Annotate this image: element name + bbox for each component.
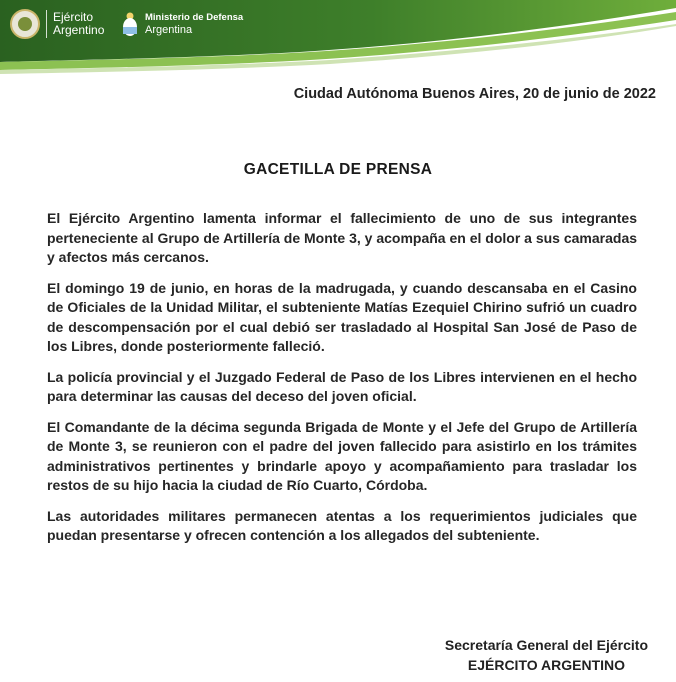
place-date: Ciudad Autónoma Buenos Aires, 20 de junio de 2022 [293, 86, 656, 102]
document-title: GACETILLA DE PRENSA [243, 161, 433, 178]
ministerio-logo [121, 8, 243, 40]
document-body [47, 209, 637, 557]
ejercito-seal-icon [10, 9, 40, 39]
paragraph-2: El domingo 19 de junio, en horas de la madrugada, y cuando descansaba en el Casino de Oficiales de la Unidad Militar, el subteniente Matías Ezequiel Chirino sufrió un cuadro de descompensación por el cual debió ser trasladado al Hospital San José de Paso de los Libres, donde posteriormente falleció. [47, 279, 637, 354]
paragraph-1: El Ejército Argentino lamenta informar el fallecimiento de uno de sus integrantes perteneciente al Grupo de Artillería de Monte 3, y acompaña en el dolor a sus camaradas y afectos más cercanos. [47, 210, 638, 265]
signature-line2: EJÉRCITO ARGENTINO [467, 656, 626, 673]
ejercito-logo-line2: Argentino [53, 23, 105, 37]
ministerio-logo-line2: Argentina [145, 24, 193, 36]
paragraph-3: La policía provincial y el Juzgado Federal de Paso de los Libres intervienen en el hecho para determinar las causas del deceso del joven oficial. [47, 368, 637, 404]
ejercito-logo-text [53, 11, 104, 37]
ministerio-logo-text [145, 12, 243, 36]
paragraph-4: El Comandante de la décima segunda Brigada de Monte y el Jefe del Grupo de Artillería de Monte 3, se reunieron con el padre del joven fallecido para asistirlo en los trámites administrativos pertinentes y brindarle apoyo y acompañamiento para trasladar los restos de su hijo hacia la ciudad de Río Cuarto, Córdoba. [47, 418, 637, 493]
paragraph-5: Las autoridades militares permanecen atentas a los requerimientos judiciales que puedan presentarse y ofrecen contención a los allegados del subteniente. [47, 507, 637, 543]
ejercito-logo-line1: Ejército [53, 10, 94, 24]
logo-divider [46, 10, 47, 38]
signature-block [445, 636, 648, 675]
signature-line1: Secretaría General del Ejército [444, 637, 648, 653]
header-banner [0, 0, 676, 80]
ejercito-logo [10, 8, 104, 40]
escudo-nacional-icon [121, 11, 139, 37]
ministerio-logo-line1: Ministerio de Defensa [145, 12, 244, 23]
